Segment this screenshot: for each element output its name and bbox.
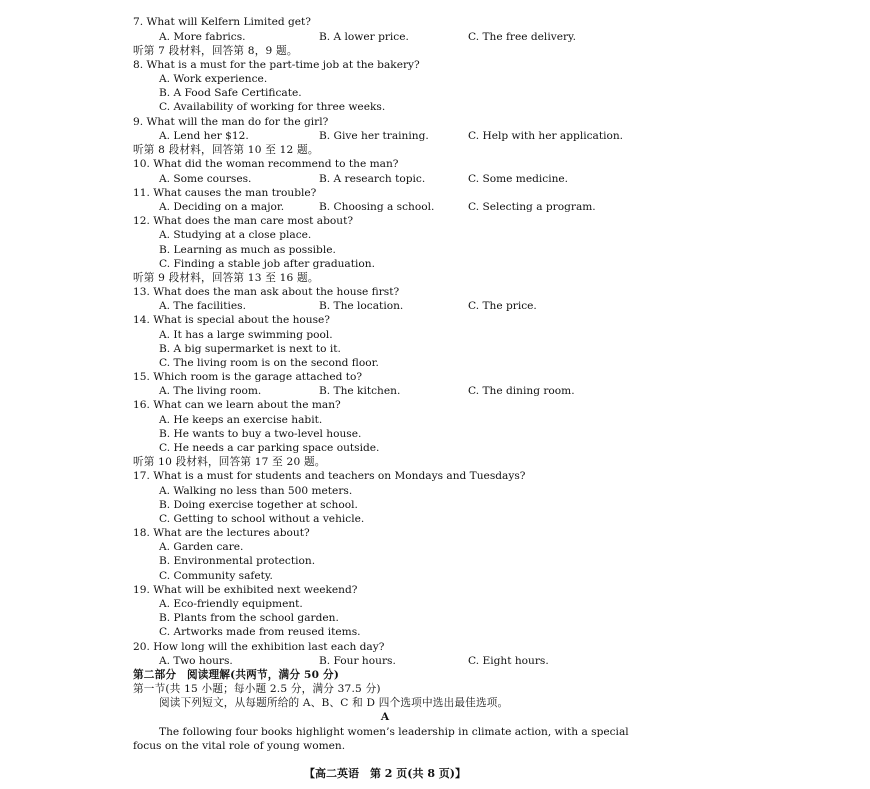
q17-option-a: A. Walking no less than 500 meters.	[159, 485, 353, 497]
question-11: 11. What causes the man trouble?	[133, 187, 317, 199]
q19-option-a: A. Eco-friendly equipment.	[159, 598, 303, 610]
passage-line-2: focus on the vital role of young women.	[133, 740, 346, 752]
q20-option-b: B. Four hours.	[319, 655, 396, 667]
question-14: 14. What is special about the house?	[133, 314, 330, 326]
page-footer: 【高二英语 第 2 页(共 8 页)】	[303, 767, 467, 780]
passage-line-1: The following four books highlight women’s leadership in climate action, with a special	[159, 726, 629, 738]
q10-option-c: C. Some medicine.	[468, 173, 569, 185]
reading-direction: 阅读下列短文，从每题所给的 A、B、C 和 D 四个选项中选出最佳选项。	[159, 697, 509, 709]
q18-option-b: B. Environmental protection.	[159, 555, 316, 567]
q8-option-a: A. Work experience.	[159, 73, 268, 85]
question-12: 12. What does the man care most about?	[133, 215, 354, 227]
q7-option-c: C. The free delivery.	[468, 31, 576, 43]
q13-option-c: C. The price.	[468, 300, 537, 312]
q19-option-c: C. Artworks made from reused items.	[159, 626, 361, 638]
q8-option-b: B. A Food Safe Certificate.	[159, 87, 302, 99]
q12-option-a: A. Studying at a close place.	[159, 229, 312, 241]
instruction-7: 听第 7 段材料，回答第 8，9 题。	[133, 45, 298, 57]
q11-option-b: B. Choosing a school.	[319, 201, 435, 213]
q16-option-a: A. He keeps an exercise habit.	[159, 414, 323, 426]
q12-option-b: B. Learning as much as possible.	[159, 244, 336, 256]
section1-heading: 第一节(共 15 小题；每小题 2.5 分，满分 37.5 分)	[133, 683, 381, 695]
question-19: 19. What will be exhibited next weekend?	[133, 584, 358, 596]
question-9: 9. What will the man do for the girl?	[133, 116, 329, 128]
q9-option-c: C. Help with her application.	[468, 130, 624, 142]
q12-option-c: C. Finding a stable job after graduation.	[159, 258, 375, 270]
question-7: 7. What will Kelfern Limited get?	[133, 16, 311, 28]
q10-option-b: B. A research topic.	[319, 173, 426, 185]
passage-label: A	[380, 711, 390, 723]
q9-option-a: A. Lend her $12.	[159, 130, 249, 142]
q16-option-c: C. He needs a car parking space outside.	[159, 442, 380, 454]
q15-option-a: A. The living room.	[159, 385, 262, 397]
part2-title: 第二部分 阅读理解(共两节，满分 50 分)	[133, 669, 340, 681]
question-8: 8. What is a must for the part-time job at the bakery?	[133, 59, 420, 71]
q17-option-b: B. Doing exercise together at school.	[159, 499, 358, 511]
question-16: 16. What can we learn about the man?	[133, 399, 341, 411]
question-20: 20. How long will the exhibition last each day?	[133, 641, 385, 653]
q19-option-b: B. Plants from the school garden.	[159, 612, 339, 624]
q14-option-c: C. The living room is on the second floor.	[159, 357, 379, 369]
q14-option-a: A. It has a large swimming pool.	[159, 329, 333, 341]
q20-option-a: A. Two hours.	[159, 655, 233, 667]
q14-option-b: B. A big supermarket is next to it.	[159, 343, 341, 355]
q15-option-b: B. The kitchen.	[319, 385, 401, 397]
q16-option-b: B. He wants to buy a two-level house.	[159, 428, 362, 440]
q7-option-b: B. A lower price.	[319, 31, 409, 43]
q13-option-b: B. The location.	[319, 300, 404, 312]
q18-option-c: C. Community safety.	[159, 570, 273, 582]
q20-option-c: C. Eight hours.	[468, 655, 549, 667]
question-10: 10. What did the woman recommend to the man?	[133, 158, 399, 170]
question-18: 18. What are the lectures about?	[133, 527, 310, 539]
q15-option-c: C. The dining room.	[468, 385, 575, 397]
instruction-9: 听第 9 段材料，回答第 13 至 16 题。	[133, 272, 319, 284]
q13-option-a: A. The facilities.	[159, 300, 246, 312]
q18-option-a: A. Garden care.	[159, 541, 244, 553]
q9-option-b: B. Give her training.	[319, 130, 429, 142]
q8-option-c: C. Availability of working for three weeks.	[159, 101, 386, 113]
q11-option-a: A. Deciding on a major.	[159, 201, 285, 213]
instruction-8: 听第 8 段材料，回答第 10 至 12 题。	[133, 144, 319, 156]
q11-option-c: C. Selecting a program.	[468, 201, 596, 213]
instruction-10: 听第 10 段材料，回答第 17 至 20 题。	[133, 456, 326, 468]
question-13: 13. What does the man ask about the house first?	[133, 286, 400, 298]
question-17: 17. What is a must for students and teachers on Mondays and Tuesdays?	[133, 470, 526, 482]
q7-option-a: A. More fabrics.	[159, 31, 246, 43]
q10-option-a: A. Some courses.	[159, 173, 252, 185]
question-15: 15. Which room is the garage attached to?	[133, 371, 363, 383]
q17-option-c: C. Getting to school without a vehicle.	[159, 513, 365, 525]
